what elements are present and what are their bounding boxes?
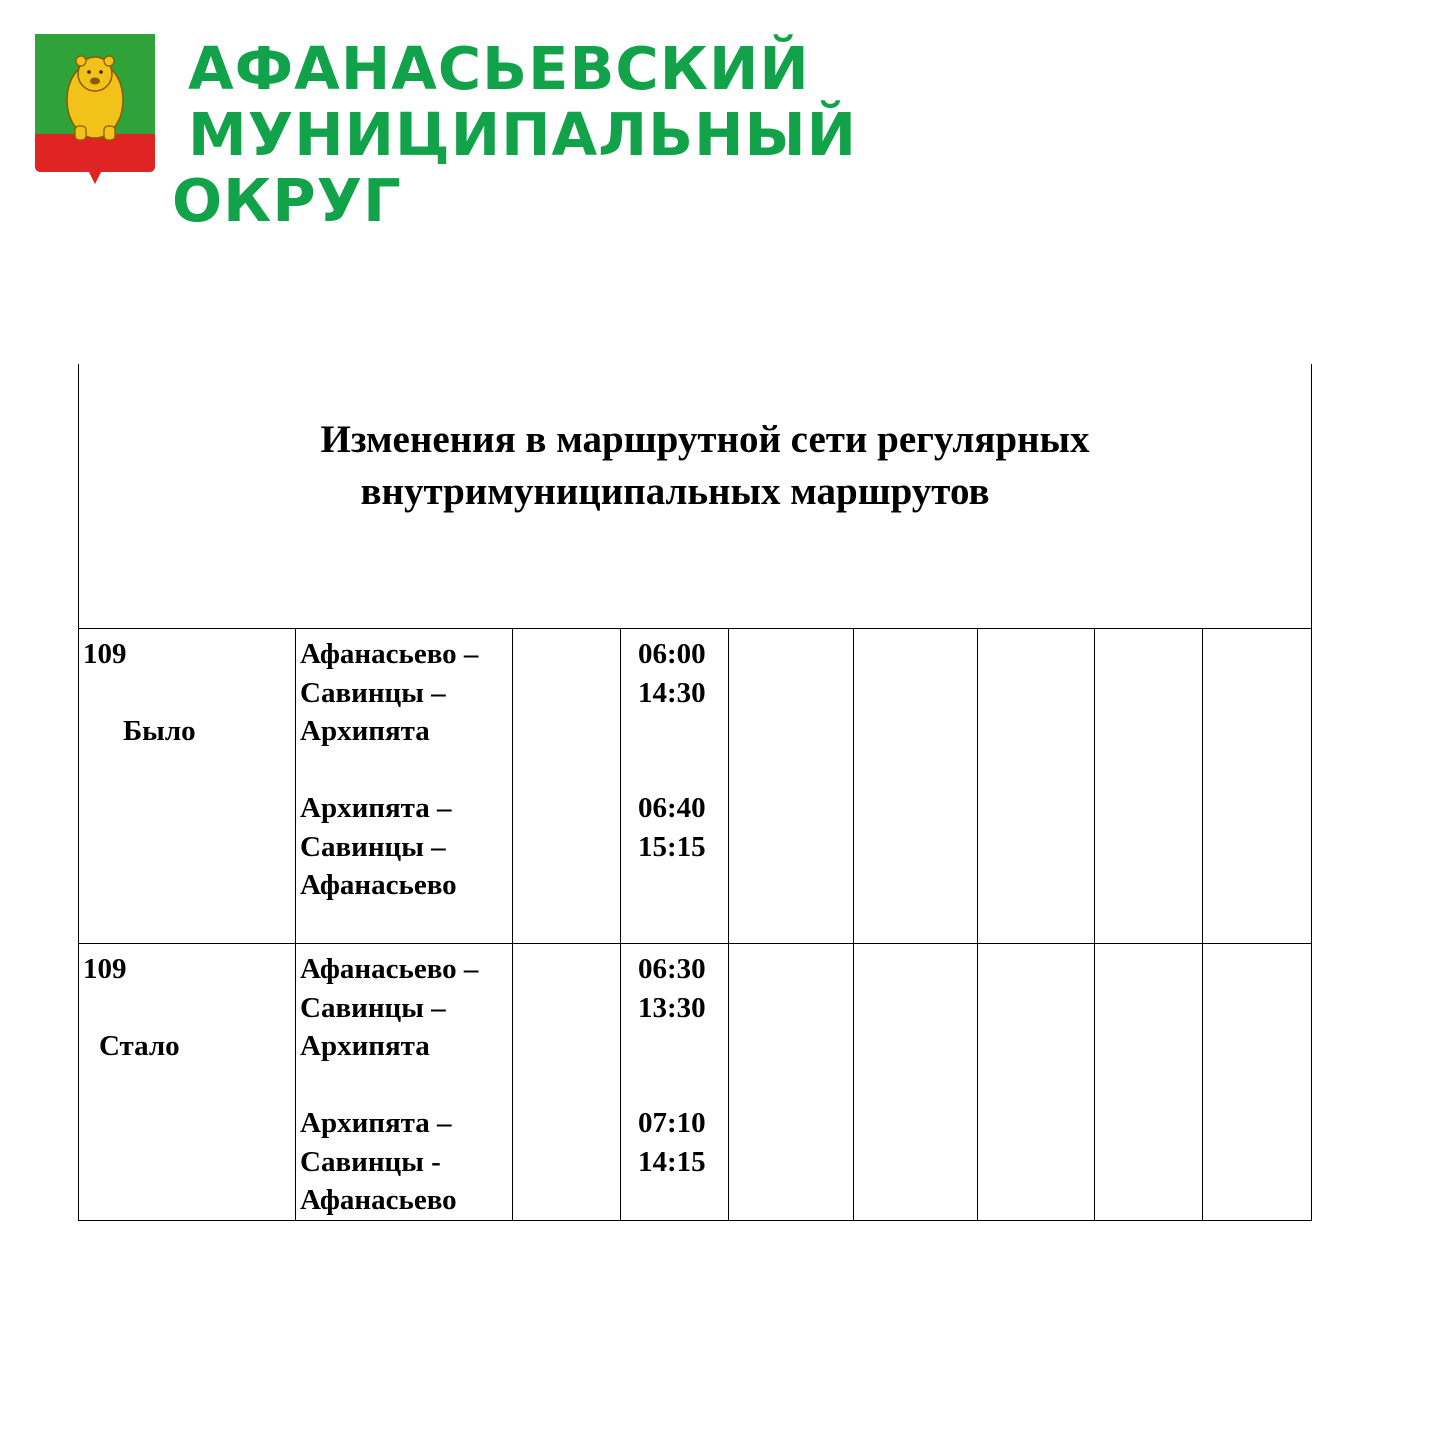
route-backward-line: Афанасьево [300,1184,457,1216]
route-backward-line: Архипята – [300,792,452,824]
route-schedule-table [78,628,1312,1221]
route-state-label: Было [123,714,196,747]
departure-time: 06:00 [638,638,706,670]
empty-cell [978,944,1095,1221]
route-forward-line: Афанасьево – [300,638,479,670]
route-backward-line: Архипята – [300,1107,452,1139]
route-number-cell [79,944,296,1221]
table-row [79,629,1312,944]
departure-time: 06:30 [638,953,706,985]
document-title [78,414,1312,518]
table-row [79,944,1312,1221]
route-forward-line: Афанасьево – [300,953,479,985]
coat-of-arms-bear-icon [35,34,155,184]
route-path-cell [296,944,513,1221]
departure-time: 06:40 [638,792,706,824]
schedule-document [78,364,1312,1220]
route-number: 109 [83,638,127,670]
organization-name [172,36,1412,234]
empty-cell [854,629,978,944]
route-forward-line: Савинцы – [300,991,446,1024]
page-header [0,0,1440,235]
empty-cell [978,629,1095,944]
departure-times-cell [621,944,729,1221]
route-backward-line: Савинцы - [300,1145,441,1178]
empty-cell [854,944,978,1221]
departure-time: 13:30 [638,991,706,1024]
departure-time: 14:15 [638,1145,706,1178]
route-number-cell [79,629,296,944]
empty-cell [1095,944,1203,1221]
departure-time: 07:10 [638,1107,706,1139]
route-forward-line: Архипята [300,1030,430,1062]
departure-time: 14:30 [638,676,706,709]
organization-name-line1: АФАНАСЬЕВСКИЙ МУНИЦИПАЛЬНЫЙ [188,34,857,169]
empty-cell [1203,944,1312,1221]
empty-cell [513,944,621,1221]
organization-name-line2: ОКРУГ [172,166,402,235]
route-forward-line: Архипята [300,715,430,747]
empty-cell [513,629,621,944]
departure-time: 15:15 [638,830,706,863]
route-forward-line: Савинцы – [300,676,446,709]
empty-cell [1203,629,1312,944]
document-title-line1: Изменения в маршрутной сети регулярных [320,418,1090,461]
departure-times-cell [621,629,729,944]
empty-cell [1095,629,1203,944]
route-state-label: Стало [99,1029,180,1062]
route-path-cell [296,629,513,944]
empty-cell [729,944,854,1221]
route-number: 109 [83,953,127,985]
document-title-line2: внутримуниципальных маршрутов [360,470,990,513]
route-backward-line: Савинцы – [300,830,446,863]
route-backward-line: Афанасьево [300,869,457,901]
empty-cell [729,629,854,944]
